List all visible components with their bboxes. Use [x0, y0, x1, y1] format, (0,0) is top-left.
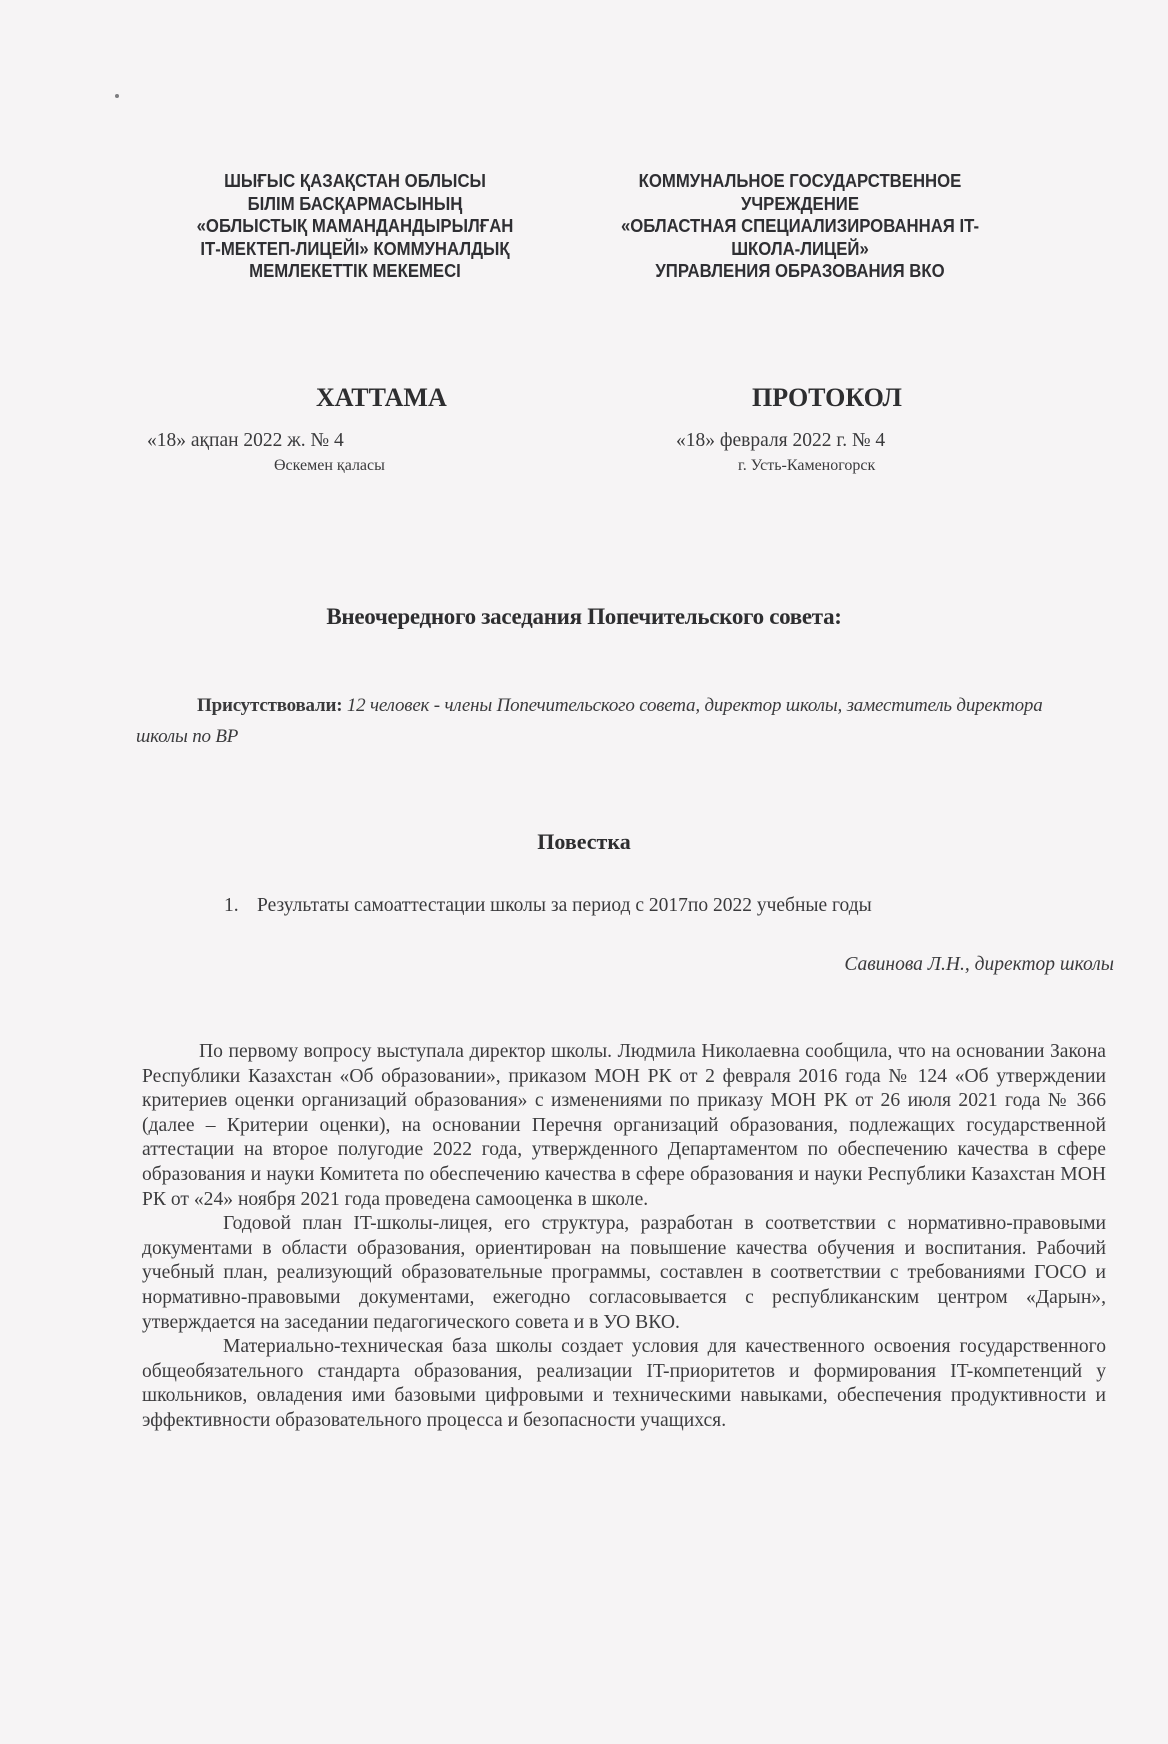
- agenda-item: [224, 895, 872, 917]
- scan-speck: [115, 94, 119, 98]
- header-line: КОММУНАЛЬНОЕ ГОСУДАРСТВЕННОЕ: [638, 171, 962, 191]
- agenda-item-text: Результаты самоаттестации школы за период с 2017по 2022 учебные годы: [257, 895, 872, 916]
- header-line: ШКОЛА-ЛИЦЕЙ»: [731, 238, 869, 259]
- header-line: БІЛІМ БАСҚАРМАСЫНЫҢ: [247, 193, 463, 214]
- agenda-heading: Повестка: [537, 829, 631, 854]
- date-kazakh: «18» ақпан 2022 ж. № 4: [147, 430, 344, 451]
- agenda-speaker: Савинова Л.Н., директор школы: [844, 954, 1114, 975]
- paragraph: По первому вопросу выступала директор школы. Людмила Николаевна сообщила, что на основании Закона Республики Казахстан «Об образовании», приказом МОН РК от 2 февраля 2016 года № 124 «Об утверждении критериев оценки организаций образования» с изменениями по приказу МОН РК от 26 июля 2021 года № 366 (далее – Критерии оценки), на основании Перечня организаций образования, подлежащих государственной аттестации на второе полугодие 2022 года, утвержденного Департаментом по обеспечению качества в сфере образования и науки Комитета по обеспечению качества в сфере образования и науки Республики Казахстан МОН РК от «24» ноября 2021 года проведена самооценка в школе.: [142, 1041, 1106, 1210]
- header-line: ІТ-МЕКТЕП-ЛИЦЕЙІ» КОММУНАЛДЫҚ: [200, 238, 510, 259]
- date-russian: «18» февраля 2022 г. № 4: [676, 430, 886, 451]
- header-line: МЕМЛЕКЕТТІК МЕКЕМЕСІ: [249, 261, 461, 281]
- title-kazakh: ХАТТАМА: [316, 383, 447, 412]
- title-russian: ПРОТОКОЛ: [752, 383, 902, 412]
- attendance: [136, 690, 1076, 752]
- attendance-label: Присутствовали:: [197, 695, 343, 716]
- header-russian: [595, 170, 1004, 283]
- header-line: «ОБЛЫСТЫҚ МАМАНДАНДЫРЫЛҒАН: [196, 216, 514, 236]
- body-text: [142, 1040, 1106, 1434]
- paragraph: Годовой план IT-школы-лицея, его структура, разработан в соответствии с нормативно-правовыми документами в области образования, ориентирован на повышение качества обучения и воспитания. Рабочий учебный план, реализующий образовательные программы, составлен в соответствии с требованиями ГОСО и нормативно-правовыми документами, ежегодно согласовывается с республиканским центром «Дарын», утверждается на заседании педагогического совета и в УО ВКО.: [142, 1213, 1106, 1333]
- paragraph: Материально-техническая база школы создает условия для качественного освоения государственного общеобязательного стандарта образования, реализации IT-приоритетов и формирования IT-компетенций у школьников, овладения ими базовыми цифровыми и техническими навыками, обеспечения продуктивности и эффективности образовательного процесса и безопасности учащихся.: [142, 1336, 1106, 1431]
- meeting-title: Внеочередного заседания Попечительского совета:: [326, 604, 842, 629]
- header-line: УЧРЕЖДЕНИЕ: [740, 193, 860, 214]
- attendance-text: 12 человек - члены Попечительского совета, директор школы, заместитель директора школы по ВР: [136, 695, 1043, 747]
- header-kazakh: [164, 170, 545, 283]
- city-kazakh: Өскемен қаласы: [274, 457, 385, 474]
- header-line: ШЫҒЫС ҚАЗАҚСТАН ОБЛЫСЫ: [224, 171, 486, 191]
- agenda-item-number: 1.: [224, 895, 239, 916]
- city-russian: г. Усть-Каменогорск: [738, 457, 876, 474]
- header-line: «ОБЛАСТНАЯ СПЕЦИАЛИЗИРОВАННАЯ IT-: [620, 216, 980, 236]
- header-line: УПРАВЛЕНИЯ ОБРАЗОВАНИЯ ВКО: [655, 261, 945, 281]
